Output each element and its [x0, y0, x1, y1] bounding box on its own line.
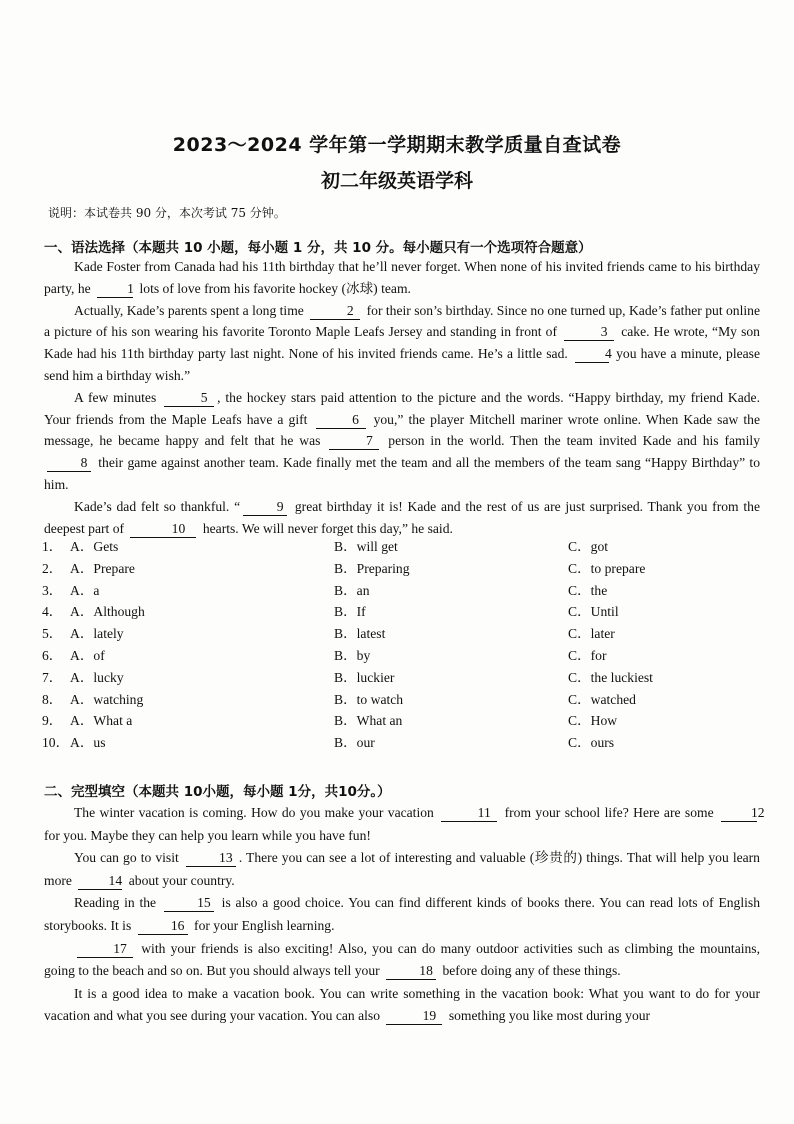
- option-b: B．latest: [334, 626, 386, 642]
- blank-11: 11: [441, 805, 497, 822]
- passage-text: Actually, Kade’s parents spent a long time: [74, 302, 304, 318]
- option-a: A．Gets: [70, 539, 119, 554]
- option-row: [42, 536, 762, 558]
- blank-15: 15: [164, 895, 214, 912]
- blank-17: 17: [77, 941, 133, 958]
- option-number: 9．: [42, 713, 63, 729]
- blank-16: 16: [138, 918, 188, 935]
- passage-text: cake. He wrote, “My son Kade had his 11th birthday party last night. None of his invited friends came. He’s a little sad.: [44, 324, 760, 362]
- option-a: A．watching: [70, 691, 144, 707]
- option-number: 10．: [42, 735, 70, 751]
- exam-subtitle: 初二年级英语学科: [320, 170, 473, 192]
- option-b: B．If: [334, 604, 366, 620]
- blank-5: 5: [164, 390, 214, 407]
- option-c: C．got: [568, 539, 609, 554]
- exam-title: 2023～2024 学年第一学期期末教学质量自查试卷: [172, 134, 622, 156]
- option-c: C．later: [568, 626, 615, 642]
- option-a: A．us: [70, 735, 106, 751]
- passage-text: for you. Maybe they can help you learn while you have fun!: [44, 827, 371, 843]
- blank-12: 12: [721, 805, 757, 822]
- passage-text: It is a good idea to make a vacation book. You can write something in the vacation book: What you want to do for your vacation and what you see during your vacation. You can also: [44, 985, 760, 1024]
- option-number: 5．: [42, 626, 63, 642]
- option-b: B．luckier: [334, 669, 395, 685]
- passage-text: lots of love from his favorite hockey (冰球) team.: [139, 280, 411, 296]
- blank-6: 6: [316, 412, 366, 429]
- passage-text: you have a minute, please send him a birthday wish.”: [44, 346, 760, 383]
- blank-8: 8: [47, 455, 91, 472]
- passage-text: Reading in the: [74, 895, 157, 911]
- passage-text: Kade’s dad felt so thankful. “: [74, 498, 241, 514]
- option-c: C．to prepare: [568, 560, 646, 576]
- passage-text: for their son’s birthday. Since no one turned up, Kade’s father put online a picture of his son wearing his favorite Toronto Maple Leafs Jersey and standing in front of: [44, 302, 760, 340]
- passage-text: A few minutes: [74, 389, 157, 405]
- option-b: B．What an: [334, 713, 403, 729]
- passage-text: something you like most during your: [448, 1008, 651, 1024]
- option-c: C．ours: [568, 735, 615, 751]
- option-c: C．How: [568, 713, 618, 729]
- passage-text: . There you can see a lot of interesting and valuable (珍贵的) things. That will help you learn more: [44, 850, 760, 888]
- option-c: C．the luckiest: [568, 669, 653, 685]
- passage-text: you,” the player Mitchell mariner wrote online. When Kade saw the message, he became happy and felt that he was: [44, 411, 760, 449]
- blank-4: 4: [575, 346, 609, 363]
- option-number: 1．: [42, 539, 63, 554]
- passage-paragraph: [44, 387, 760, 496]
- section2-heading: 二、完型填空（本题共 10小题，每小题 1分，共10分。）: [44, 784, 391, 800]
- passage-text: The winter vacation is coming. How do you make your vacation: [74, 805, 434, 820]
- option-b: B．an: [334, 582, 370, 598]
- option-c: C．for: [568, 647, 607, 663]
- passage-paragraph: [44, 938, 760, 983]
- option-a: A．lately: [70, 626, 124, 642]
- section1-passage: [44, 256, 760, 539]
- option-b: B．Preparing: [334, 560, 410, 576]
- passage-text: great birthday it is! Kade and the rest of us are just surprised. Thank you from the deepest part of: [44, 498, 760, 536]
- passage-text: for your English learning.: [194, 917, 335, 933]
- option-a: A．lucky: [70, 669, 124, 685]
- blank-19: 19: [386, 1008, 442, 1025]
- option-c: C．the: [568, 582, 608, 598]
- option-row: [42, 558, 762, 580]
- passage-paragraph: [44, 496, 760, 540]
- blank-18: 18: [386, 963, 436, 980]
- option-a: A．Although: [70, 604, 145, 620]
- passage-text: You can go to visit: [74, 850, 179, 866]
- option-row: [42, 667, 762, 689]
- option-number: 8．: [42, 691, 63, 707]
- option-row: [42, 710, 762, 732]
- section1-heading: 一、语法选择（本题共 10 小题，每小题 1 分，共 10 分。每小题只有一个选项符合题意）: [44, 240, 592, 256]
- passage-paragraph: [44, 256, 760, 300]
- option-number: 4．: [42, 604, 63, 620]
- option-c: C．watched: [568, 691, 636, 707]
- option-b: B．by: [334, 647, 371, 663]
- option-row: [42, 732, 762, 754]
- option-a: A．a: [70, 582, 100, 598]
- options-list: [42, 536, 762, 754]
- option-b: B．to watch: [334, 691, 404, 707]
- option-a: A．What a: [70, 713, 133, 729]
- blank-14: 14: [78, 873, 122, 890]
- blank-13: 13: [186, 850, 236, 867]
- option-number: 2．: [42, 560, 63, 576]
- option-row: [42, 580, 762, 602]
- option-a: A．of: [70, 647, 105, 663]
- option-number: 3．: [42, 582, 63, 598]
- passage-text: person in the world. Then the team invited Kade and his family: [388, 433, 760, 449]
- option-c: C．Until: [568, 604, 619, 620]
- blank-3: 3: [564, 324, 614, 341]
- option-row: [42, 623, 762, 645]
- option-number: 6．: [42, 647, 63, 663]
- option-row: [42, 689, 762, 711]
- blank-1: 1: [97, 281, 133, 298]
- passage-paragraph: [44, 300, 760, 387]
- option-row: [42, 601, 762, 623]
- blank-7: 7: [329, 433, 379, 450]
- passage-text: hearts. We will never forget this day,” he said.: [202, 520, 453, 536]
- option-number: 7．: [42, 669, 63, 685]
- passage-paragraph: [44, 847, 760, 892]
- exam-note: 说明：本试卷共 90 分，本次考试 75 分钟。: [48, 206, 286, 220]
- passage-text: Kade Foster from Canada had his 11th birthday that he’ll never forget. When none of his invited friends came to his birthday party, he: [44, 259, 760, 296]
- passage-text: about your country.: [128, 872, 235, 888]
- option-a: A．Prepare: [70, 560, 135, 576]
- passage-paragraph: [44, 892, 760, 937]
- blank-2: 2: [310, 303, 360, 320]
- option-b: B．will get: [334, 539, 398, 554]
- passage-text: with your friends is also exciting! Also, you can do many outdoor activities such as climbing the mountains, going to the beach and so on. But you should always tell your: [44, 940, 760, 979]
- blank-10: 10: [130, 521, 196, 538]
- passage-text: , the hockey stars paid attention to the picture and the words. “Happy birthday, my friend Kade. Your friends from the Maple Leafs have a gift: [44, 389, 760, 427]
- passage-text: from your school life? Here are some: [504, 805, 714, 820]
- passage-text: before doing any of these things.: [442, 963, 621, 979]
- option-b: B．our: [334, 735, 375, 751]
- passage-text: their game against another team. Kade finally met the team and all the members of the team sang “Happy Birthday” to him.: [44, 455, 761, 492]
- blank-9: 9: [243, 499, 287, 516]
- option-row: [42, 645, 762, 667]
- passage-text: is also a good choice. You can find different kinds of books there. You can read lots of English storybooks. It is: [44, 895, 760, 933]
- section2-passage: [44, 802, 765, 1028]
- passage-paragraph: [44, 802, 765, 847]
- passage-paragraph: [44, 983, 760, 1028]
